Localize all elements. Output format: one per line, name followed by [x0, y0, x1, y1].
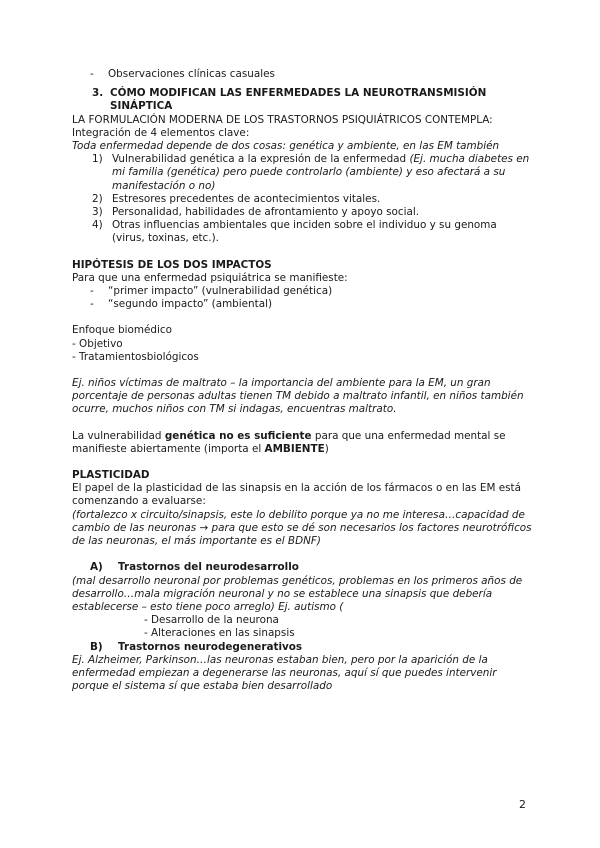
- list-mark: 2): [92, 192, 103, 205]
- trastorno-b-italic: Ej. Alzheimer, Parkinson…las neuronas estaban bien, pero por la aparición de la enfermedad empiezan a degenerarse las neuronas, aquí sí que puedes intervenir porque el sistema sí que estaba bien desarrollado: [72, 653, 497, 693]
- bullet-observaciones: [72, 68, 532, 81]
- bullet-mark: -: [90, 285, 94, 298]
- plasticidad-text: El papel de la plasticidad de las sinapsis en la acción de los fármacos o en las EM está comenzando a evaluarse:: [72, 482, 521, 508]
- enfoque-item: - Objetivo: [72, 337, 123, 350]
- ejemplo-maltrato: Ej. niños víctimas de maltrato – la importancia del ambiente para la EM, un gran porcentaje de personas adultas tienen TM debido a maltrato infantil, en niños también ocurre, muchos niños con TM si indagas, encuentras maltrato.: [72, 377, 524, 416]
- list-text: Otras influencias ambientales que inciden sobre el individuo y su genoma (virus, toxinas, etc.).: [112, 219, 497, 245]
- trastorno-a-mark: A): [90, 561, 103, 574]
- section3-number: 3.: [92, 87, 104, 100]
- trastorno-a-sub: - Desarrollo de la neurona: [144, 614, 279, 627]
- list-item: [72, 219, 532, 245]
- vulnerabilidad-paragraph: [72, 430, 532, 456]
- enfoque-title: Enfoque biomédico: [72, 324, 172, 337]
- hipotesis-item: [72, 285, 532, 298]
- list-item: [72, 193, 532, 206]
- hipotesis-item: [72, 298, 532, 311]
- list-text: Personalidad, habilidades de afrontamiento y apoyo social.: [112, 206, 420, 219]
- section3-list: [72, 153, 532, 245]
- enfoque-item: - Tratamientosbiológicos: [72, 350, 199, 363]
- section3-heading: [72, 87, 532, 113]
- vulnerabilidad-text: La vulnerabilidad: [72, 429, 165, 442]
- list-mark: 1): [92, 153, 103, 166]
- page-number: 2: [519, 798, 526, 811]
- vulnerabilidad-text: ): [324, 442, 329, 455]
- trastorno-b-heading: [72, 641, 532, 654]
- bullet-mark: -: [90, 68, 94, 80]
- vulnerabilidad-bold: AMBIENTE: [264, 442, 325, 455]
- trastorno-a-heading: [72, 561, 532, 574]
- plasticidad-title: PLASTICIDAD: [72, 469, 150, 482]
- section3-line1: LA FORMULACIÓN MODERNA DE LOS TRASTORNOS PSIQUIÁTRICOS CONTEMPLA:: [72, 113, 493, 126]
- vulnerabilidad-text: para que una enfermedad mental se manifieste abiertamente (importa el: [72, 429, 506, 455]
- bullet-text: “segundo impacto” (ambiental): [108, 298, 273, 311]
- bullet-mark: -: [90, 298, 94, 311]
- trastorno-a-sub: - Alteraciones en las sinapsis: [144, 627, 295, 640]
- list-item: [72, 206, 532, 219]
- document-body: [72, 68, 532, 693]
- list-text: Vulnerabilidad genética a la expresión de la enfermedad: [112, 153, 410, 166]
- trastorno-b-mark: B): [90, 640, 103, 653]
- list-mark: 4): [92, 219, 103, 232]
- bullet-text: “primer impacto” (vulnerabilidad genética): [108, 285, 333, 298]
- section3-line2: Integración de 4 elementos clave:: [72, 126, 250, 139]
- list-italic: (Ej. mucha diabetes en mi familia (genética) pero puede controlarlo (ambiente) y eso afectará a su manifestación o no): [112, 153, 530, 192]
- list-item: [72, 153, 532, 193]
- hipotesis-intro: Para que una enfermedad psiquiátrica se manifieste:: [72, 271, 348, 284]
- trastorno-b-title: Trastornos neurodegenerativos: [118, 640, 303, 653]
- trastorno-a-title: Trastornos del neurodesarrollo: [118, 561, 299, 574]
- list-text: Estresores precedentes de acontecimientos vitales.: [112, 192, 381, 205]
- vulnerabilidad-bold: genética no es suficiente: [164, 429, 312, 442]
- bullet-text: Observaciones clínicas casuales: [108, 68, 275, 80]
- section3-title: CÓMO MODIFICAN LAS ENFERMEDADES LA NEUROTRANSMISIÓN SINÁPTICA: [110, 87, 487, 113]
- trastorno-a-italic: (mal desarrollo neuronal por problemas genéticos, problemas en los primeros años de desarrollo…mala migración neuronal y no se establece una sinapsis que debería establecerse – esto tiene poco arreglo) Ej. autismo (: [72, 574, 523, 613]
- list-mark: 3): [92, 206, 103, 219]
- plasticidad-italic: (fortalezco x circuito/sinapsis, este lo debilito porque ya no me interesa…capacidad de cambio de las neuronas → para que esto se dé son necesarios los factores neurotróficos de las neuronas, el más importante es el BDNF): [72, 508, 532, 548]
- section3-line3: Toda enfermedad depende de dos cosas: genética y ambiente, en las EM también: [72, 140, 500, 153]
- hipotesis-title: HIPÓTESIS DE LOS DOS IMPACTOS: [72, 258, 272, 271]
